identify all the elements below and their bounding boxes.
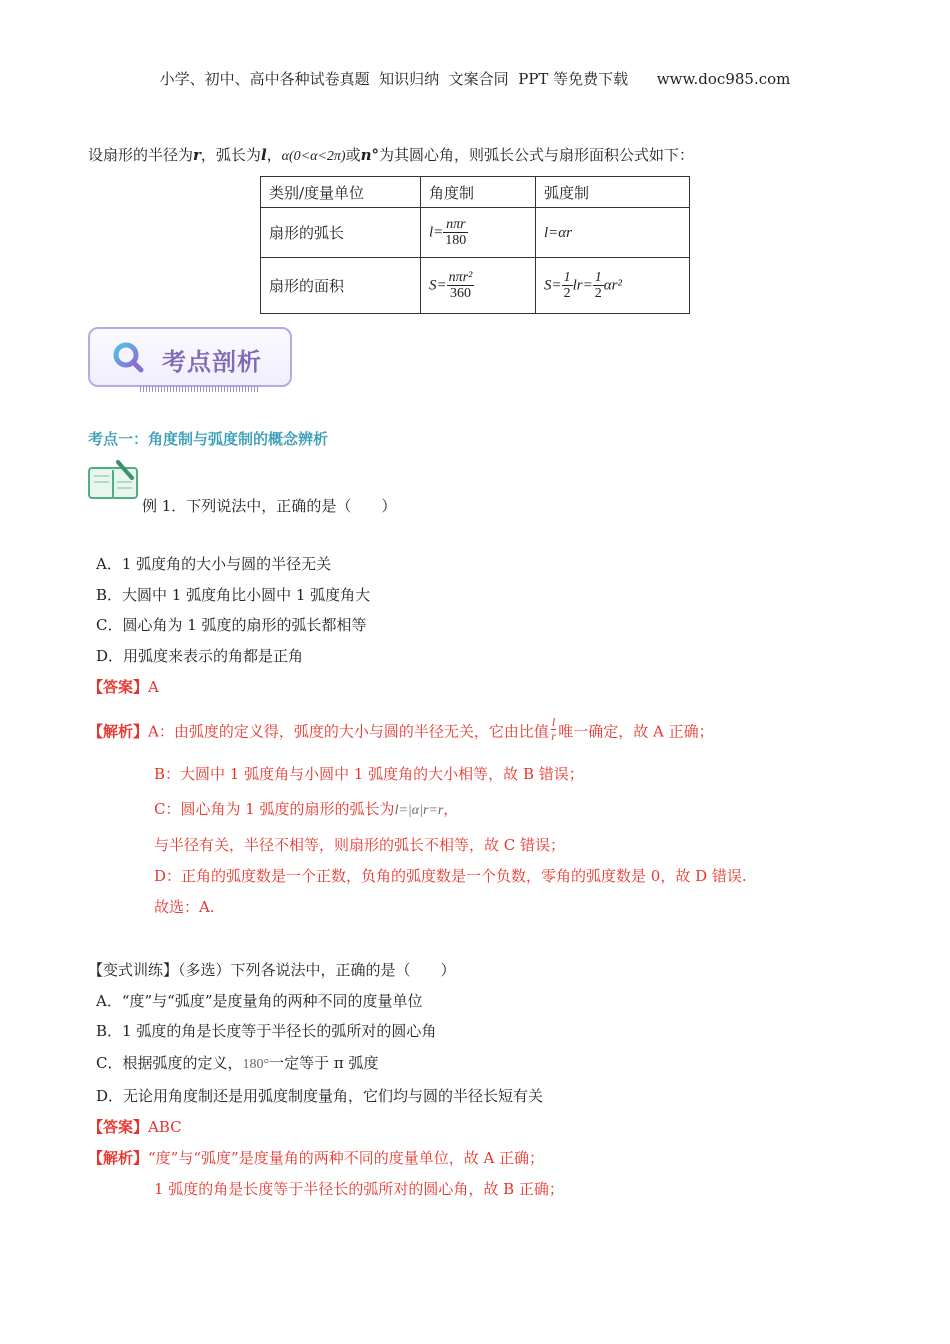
intro-text-5: 为其圆心角，则弧长公式与扇形面积公式如下： (379, 146, 695, 164)
area-rad-lhs: S= (544, 277, 562, 294)
area-deg-den: 360 (449, 286, 471, 301)
area-deg-num: nπr² (448, 270, 473, 285)
variant-option-d: D．无论用角度制还是用弧度制度量角，它们均与圆的半径长短有关 (96, 1087, 544, 1105)
cell-arc-radian (536, 208, 690, 258)
analysis-c-pre: C：圆心角为 1 弧度的扇形的弧长为 (154, 800, 395, 818)
answer-tag: 【答案】 (88, 678, 149, 696)
example1-question: 例 1．下列说法中，正确的是（ ） (142, 497, 397, 515)
area-rad-num1: 1 (563, 270, 571, 285)
example1-analysis-b: B：大圆中 1 弧度角与小圆中 1 弧度角的大小相等，故 B 错误； (154, 765, 584, 783)
alpha-range: α(0<α<2π) (281, 149, 346, 164)
variant-option-a: A．“度”与“弧度”是度量角的两种不同的度量单位 (96, 992, 423, 1010)
ratio-den: r (551, 729, 556, 743)
area-deg-fraction (447, 270, 475, 301)
variant-analysis-tag: 【解析】 (88, 1149, 149, 1167)
intro-text-2: ，弧长为 (200, 146, 261, 164)
open-book-pencil-icon (88, 458, 140, 500)
arc-deg-den: 180 (445, 233, 467, 248)
arc-deg-lhs: l= (429, 224, 444, 241)
example1-analysis-a (88, 715, 714, 746)
row-label-area: 扇形的面积 (261, 258, 421, 314)
example1-analysis-c2: 与半径有关，半径不相等，则扇形的弧长不相等，故 C 错误； (154, 836, 566, 854)
area-rad-fraction-2 (593, 270, 604, 301)
cell-area-radian (536, 258, 690, 314)
arc-deg-num: nπr (443, 217, 468, 233)
magnifier-icon (112, 341, 144, 373)
example1-analysis-c (154, 798, 458, 819)
variant-question: 【变式训练】（多选）下列各说法中，正确的是（ ） (88, 961, 456, 979)
section-banner (88, 327, 292, 387)
variant-answer-value: ABC (148, 1118, 182, 1136)
example1-option-b: B．大圆中 1 弧度角比小圆中 1 弧度角大 (96, 586, 371, 604)
table-header-row (261, 177, 690, 208)
intro-text-3: ， (266, 146, 282, 164)
example1-option-a: A．1 弧度角的大小与圆的半径无关 (96, 555, 332, 573)
ratio-num: l (551, 715, 556, 729)
area-rad-mid: lr= (572, 277, 593, 294)
variant-analysis-1 (88, 1147, 544, 1168)
variant-analysis-2: 1 弧度的角是长度等于半径长的弧所对的圆心角，故 B 正确； (154, 1180, 564, 1198)
header-cell-radian: 弧度制 (536, 177, 690, 208)
variant-option-c (96, 1052, 379, 1073)
arc-deg-fraction (443, 217, 468, 248)
answer-value: A (148, 678, 159, 696)
area-rad-num2: 1 (594, 270, 602, 285)
area-rad-den2: 2 (594, 286, 602, 301)
banner-decoration (140, 386, 260, 392)
variant-answer-tag: 【答案】 (88, 1118, 149, 1136)
area-rad-end: αr² (603, 277, 622, 294)
row-label-arc-length: 扇形的弧长 (261, 208, 421, 258)
area-rad-fraction-1 (562, 270, 573, 301)
ratio-fraction (551, 716, 556, 743)
banner-title: 考点剖析 (162, 348, 262, 376)
variant-c-post: 一定等于 π 弧度 (269, 1054, 379, 1072)
table-row-arc-length (261, 208, 690, 258)
example1-analysis-d: D：正角的弧度数是一个正数，负角的弧度数是一个负数，零角的弧度数是 0，故 D 错误. (154, 867, 747, 885)
var-r: r (193, 146, 201, 164)
cell-arc-degree (421, 208, 536, 258)
arc-rad-formula: l=αr (544, 225, 573, 241)
intro-text-1: 设扇形的半径为 (88, 146, 194, 164)
area-deg-lhs: S= (429, 277, 447, 294)
variant-answer (88, 1116, 182, 1137)
var-n: n° (360, 146, 380, 164)
header-cell-category: 类别/度量单位 (261, 177, 421, 208)
analysis-tag: 【解析】 (88, 722, 149, 741)
table-row-area (261, 258, 690, 314)
var-l: l (260, 146, 267, 164)
example1-option-d: D．用弧度来表示的角都是正角 (96, 647, 304, 665)
analysis-c-math: l=|α|r=r (394, 803, 444, 818)
variant-analysis-1-text: “度”与“弧度”是度量角的两种不同的度量单位，故 A 正确； (148, 1149, 545, 1167)
example1-option-c: C．圆心角为 1 弧度的扇形的弧长都相等 (96, 616, 367, 634)
variant-option-b: B．1 弧度的角是长度等于半径长的弧所对的圆心角 (96, 1022, 437, 1040)
variant-c-math: 180° (242, 1057, 270, 1072)
section-heading-1: 考点一：角度制与弧度制的概念辨析 (88, 430, 329, 448)
example1-answer (88, 676, 159, 697)
analysis-a-post: 唯一确定，故 A 正确； (558, 722, 714, 741)
analysis-c-post: ， (443, 800, 459, 818)
variant-c-pre: C．根据弧度的定义， (96, 1054, 243, 1072)
area-rad-den1: 2 (563, 286, 571, 301)
cell-area-degree (421, 258, 536, 314)
formula-table (260, 176, 690, 314)
analysis-a-pre: A：由弧度的定义得，弧度的大小与圆的半径无关，它由比值 (148, 722, 549, 741)
header-cell-degree: 角度制 (421, 177, 536, 208)
intro-text-4: 或 (345, 146, 361, 164)
example1-conclusion: 故选：A. (154, 898, 215, 916)
intro-paragraph (88, 144, 694, 165)
page-header: 小学、初中、高中各种试卷真题 知识归纳 文案合同 PPT 等免费下载 www.doc985.com (159, 70, 791, 88)
